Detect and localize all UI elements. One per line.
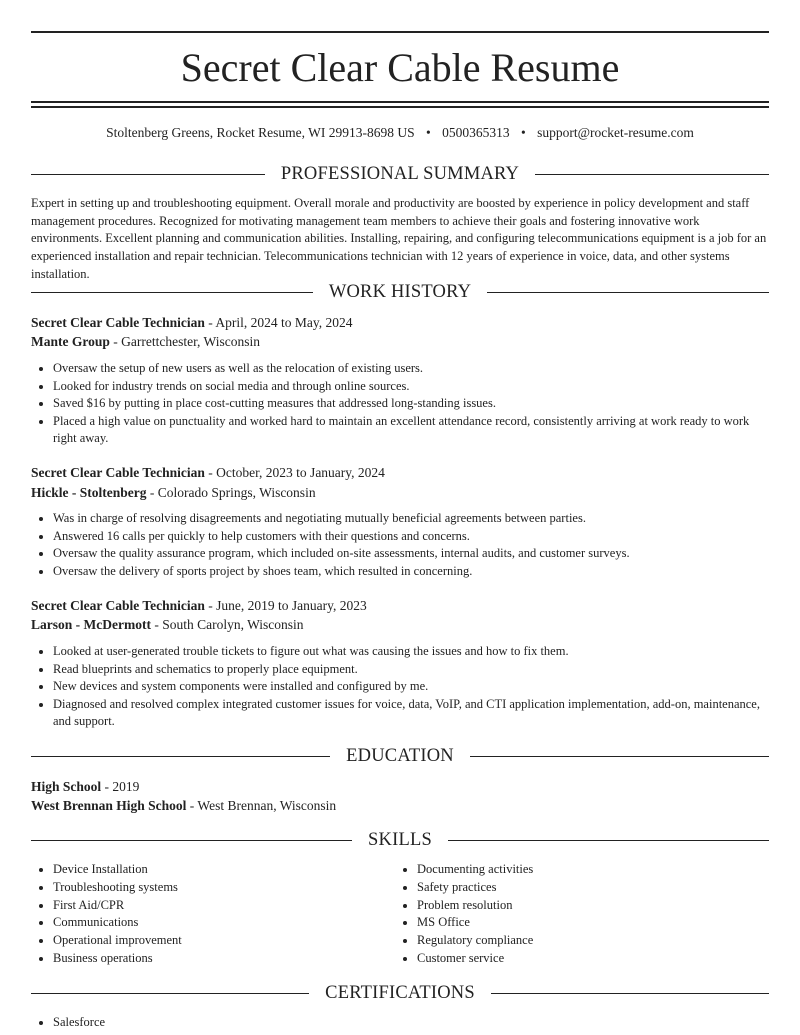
job-company: Mante Group [31, 334, 110, 349]
certification-item: • Salesforce [53, 1014, 393, 1032]
job-bullet: • Placed a high value on punctuality and worked hard to maintain an excellent attendance record, consistently arriving at work ready to work right away. [53, 413, 769, 448]
job-bullet: • New devices and system components were installed and configured by me. [53, 678, 769, 696]
job-title-line [31, 314, 769, 332]
education-heading [31, 745, 769, 767]
job-bullet: • Diagnosed and resolved complex integrated customer issues for voice, data, VoIP, and CTI application implementation, add-on, maintenance, and support. [53, 696, 769, 731]
section-title: CERTIFICATIONS [325, 982, 475, 1003]
title-rule-upper [31, 101, 769, 103]
job-bullet: • Saved $16 by putting in place cost-cutting measures that addressed long-standing issues. [53, 395, 769, 413]
job-company-line [31, 616, 769, 634]
section-title: EDUCATION [346, 745, 454, 766]
job-location: - Colorado Springs, Wisconsin [146, 485, 316, 500]
job-bullets [31, 643, 769, 731]
job-company-line [31, 484, 769, 502]
job-title: Secret Clear Cable Technician [31, 598, 205, 613]
skill-item: • Business operations [53, 950, 393, 968]
job-bullets [31, 510, 769, 580]
skill-item: • MS Office [417, 914, 757, 932]
job-bullet: • Looked for industry trends on social media and through online sources. [53, 378, 769, 396]
title-rule-lower [31, 106, 769, 108]
skill-item: • Operational improvement [53, 932, 393, 950]
section-title: PROFESSIONAL SUMMARY [280, 163, 520, 184]
summary-heading [31, 163, 769, 185]
section-title: SKILLS [368, 829, 432, 850]
contact-line [0, 124, 800, 142]
certifications-heading [31, 982, 769, 1004]
skills-heading [31, 829, 769, 851]
job-location: - South Carolyn, Wisconsin [150, 617, 304, 632]
job-bullet: • Oversaw the quality assurance program, which included on-site assessments, internal audits, and customer surveys. [53, 545, 769, 563]
job-bullet: • Oversaw the setup of new users as well as the relocation of existing users. [53, 360, 769, 378]
contact-phone: 0500365313 [442, 125, 510, 140]
skill-item: • Customer service [417, 950, 757, 968]
skill-item: • Troubleshooting systems [53, 879, 393, 897]
job-bullet: • Oversaw the delivery of sports project by shoes team, which resulted in concerning. [53, 563, 769, 581]
heading-rule [535, 174, 769, 175]
job-dates: - October, 2023 to January, 2024 [204, 465, 385, 480]
job-company-line [31, 333, 769, 351]
skill-item: • First Aid/CPR [53, 897, 393, 915]
skill-item: • Regulatory compliance [417, 932, 757, 950]
section-title: WORK HISTORY [328, 281, 472, 302]
skills-list-right [395, 861, 757, 968]
education-degree: High School [31, 779, 102, 794]
job-title: Secret Clear Cable Technician [31, 315, 205, 330]
skill-item: • Safety practices [417, 879, 757, 897]
job-dates: - June, 2019 to January, 2023 [204, 598, 367, 613]
job-bullet: • Answered 16 calls per quickly to help customers with their questions and concerns. [53, 528, 769, 546]
skill-item: • Problem resolution [417, 897, 757, 915]
contact-email[interactable]: support@rocket-resume.com [537, 125, 694, 140]
contact-separator: • [520, 125, 526, 140]
heading-rule [31, 174, 265, 175]
heading-rule [491, 993, 769, 994]
work-history-heading [31, 281, 769, 303]
education-school: West Brennan High School [31, 798, 187, 813]
heading-rule [31, 756, 330, 757]
heading-rule [31, 292, 313, 293]
summary-text: Expert in setting up and troubleshooting equipment. Overall morale and productivity are boosted by experience in policy development and staff management procedures. Recognized for motivating management team members to achieve their goals and fostering innovative work environments. Excellent planning and communication abilities. Installing, repairing, and configuring telecommunications equipment is a job for an experienced installation and repair technician. Telecommunications technician with 12 years of experience in voice, data, and other systems installation. [31, 196, 767, 281]
skills-list-left [31, 861, 393, 968]
heading-rule [31, 993, 309, 994]
certifications-list [31, 1014, 393, 1032]
education-school-line [31, 797, 769, 815]
skill-item: • Documenting activities [417, 861, 757, 879]
job-bullet: • Looked at user-generated trouble tickets to figure out what was causing the issues and how to fix them. [53, 643, 769, 661]
skill-item: • Device Installation [53, 861, 393, 879]
heading-rule [448, 840, 769, 841]
job-bullet: • Read blueprints and schematics to properly place equipment. [53, 661, 769, 679]
job-company: Larson - McDermott [31, 617, 151, 632]
education-year: - 2019 [101, 779, 140, 794]
contact-address: Stoltenberg Greens, Rocket Resume, WI 29913-8698 US [106, 125, 415, 140]
job-title-line [31, 597, 769, 615]
skill-item: • Communications [53, 914, 393, 932]
job-title-line [31, 464, 769, 482]
job-company: Hickle - Stoltenberg [31, 485, 147, 500]
education-degree-line [31, 778, 769, 796]
top-rule [31, 31, 769, 33]
job-title: Secret Clear Cable Technician [31, 465, 205, 480]
contact-separator: • [425, 125, 431, 140]
resume-title: Secret Clear Cable Resume [180, 45, 620, 90]
job-dates: - April, 2024 to May, 2024 [204, 315, 353, 330]
job-location: - Garrettchester, Wisconsin [109, 334, 261, 349]
job-bullet: • Was in charge of resolving disagreements and negotiating mutually beneficial agreements between parties. [53, 510, 769, 528]
education-location: - West Brennan, Wisconsin [186, 798, 337, 813]
heading-rule [487, 292, 769, 293]
heading-rule [31, 840, 352, 841]
heading-rule [470, 756, 769, 757]
job-bullets [31, 360, 769, 448]
